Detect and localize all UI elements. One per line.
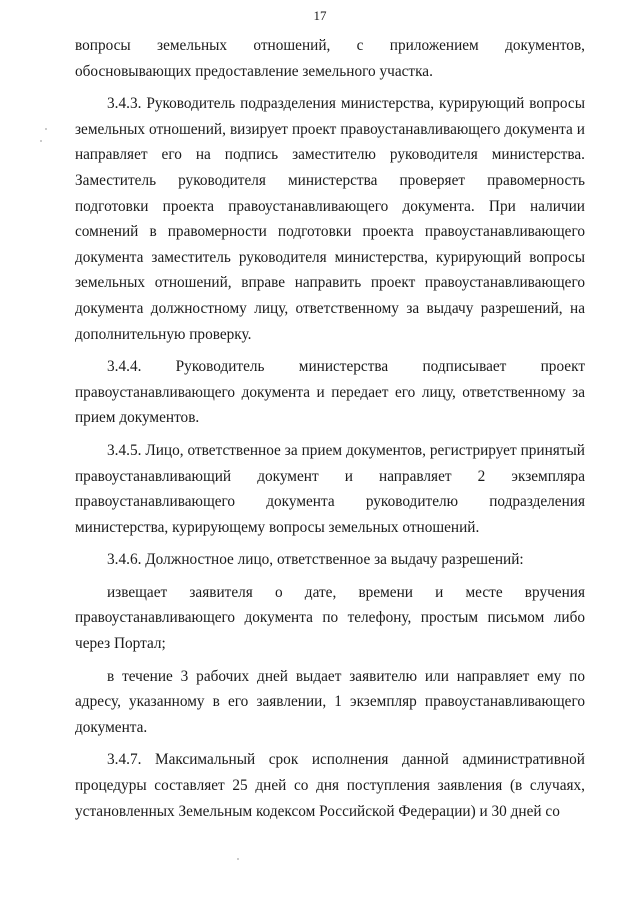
scan-speck <box>237 858 239 860</box>
scan-speck <box>45 128 47 130</box>
paragraph-issue: в течение 3 рабочих дней выдает заявителю или направляет ему по адресу, указанному в его заявлении, 1 экземпляр правоустанавливающего документа. <box>75 667 585 736</box>
body-text <box>75 33 585 831</box>
paragraph-notify: извещает заявителя о дате, времени и месте вручения правоустанавливающего документа по телефону, простым письмом либо через Портал; <box>75 583 585 653</box>
paragraph-3-4-4: 3.4.4. Руководитель министерства подписывает проект правоустанавливающего документа и передает его лицу, ответственному за прием документов. <box>75 358 585 427</box>
paragraph-3-4-5: 3.4.5. Лицо, ответственное за прием документов, регистрирует принятый правоустанавливающий документ и направляет 2 экземпляра правоустанавливающего документа руководителю подразделения министерства, курирующему вопросы земельных отношений. <box>75 441 585 536</box>
page-number: 17 <box>313 8 327 23</box>
paragraph-3-4-3: 3.4.3. Руководитель подразделения министерства, курирующий вопросы земельных отношений, визирует проект правоустанавливающего документа и направляет его на подпись заместителю руководителя министерства. Заместитель руководителя министерства проверяет правомерность подготовки проекта правоустанавливающего документа. При наличии сомнений в правомерности подготовки проекта правоустанавливающего документа заместитель руководителя министерства, курирующий вопросы земельных отношений, вправе направить проект правоустанавливающего документа должностному лицу, ответственному за выдачу разрешений, на дополнительную проверку. <box>75 95 585 343</box>
paragraph-3-4-7: 3.4.7. Максимальный срок исполнения данной административной процедуры составляет 25 дней со дня поступления заявления (в случаях, установленных Земельным кодексом Российской Федерации) и 30 дней со <box>75 751 585 820</box>
scan-speck <box>40 140 42 142</box>
paragraph-continuation: вопросы земельных отношений, с приложением документов, обосновывающих предоставление земельного участка. <box>75 37 585 80</box>
paragraph-3-4-6: 3.4.6. Должностное лицо, ответственное за выдачу разрешений: <box>107 551 524 569</box>
